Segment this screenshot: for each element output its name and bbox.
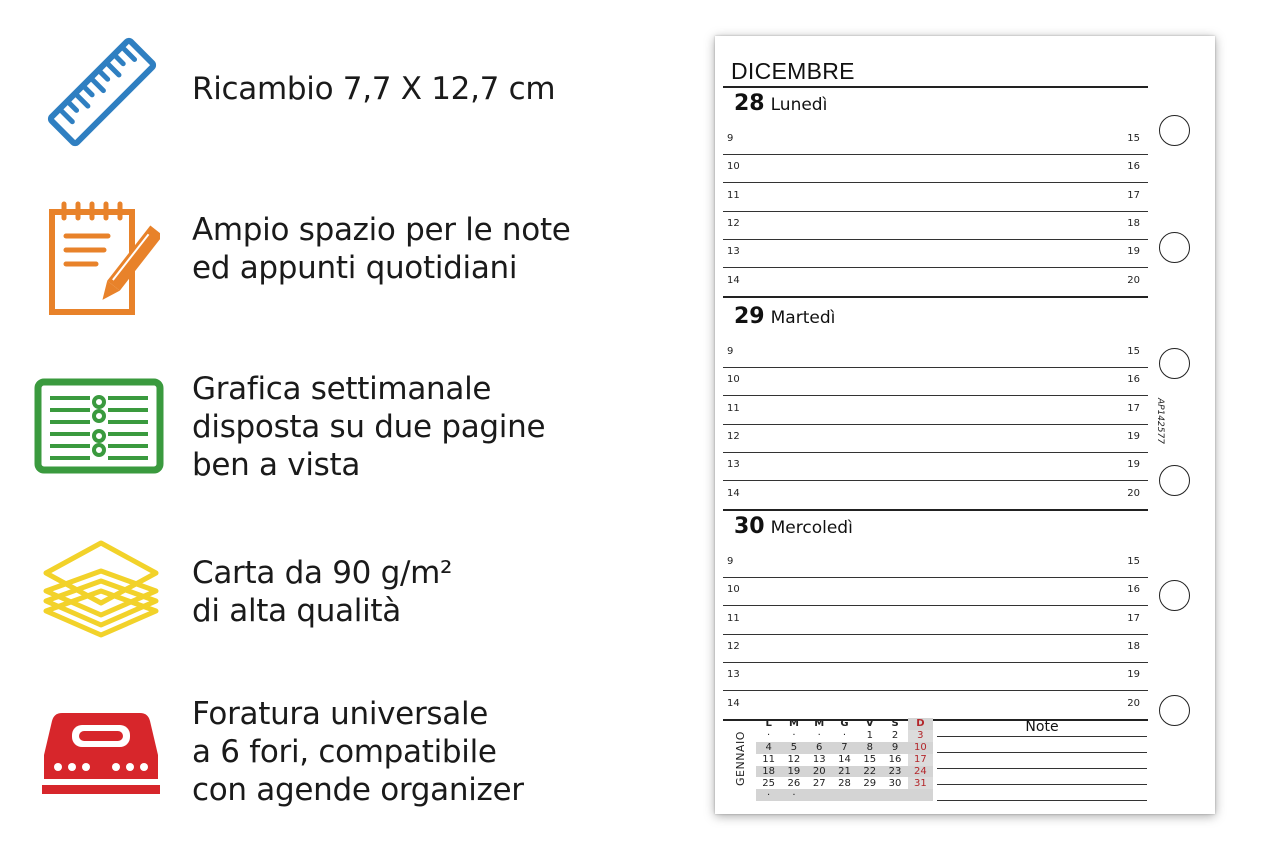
feature-line: Foratura universale [192,696,489,732]
hour-label-left: 14 [727,487,740,499]
feature-layout [0,370,640,490]
feature-line: Grafica settimanale [192,371,492,407]
hour-label-left: 12 [727,217,740,229]
weekday-label: M [788,718,799,730]
feature-line: con agende organizer [192,772,524,808]
week-row [756,754,933,766]
calendar-day: 4 [756,742,781,754]
week-row [756,730,933,742]
weekday-row [756,718,933,730]
hour-label-right: 17 [1127,189,1140,201]
hour-slot[interactable] [723,635,1148,663]
hour-slot[interactable] [723,578,1148,606]
feature-line: ed appunti quotidiani [192,250,518,286]
hour-label-right: 19 [1127,459,1140,471]
hour-label-left: 10 [727,374,740,386]
month-title: DICEMBRE [731,58,855,84]
hour-slot[interactable] [723,453,1148,481]
weekday-label: G [840,718,849,730]
feature-notes [0,195,640,325]
calendar-day [882,789,907,801]
day-name: Martedì [770,308,836,328]
hour-slot[interactable] [723,397,1148,425]
hour-label-left: 14 [727,697,740,709]
calendar-day: 20 [807,766,832,778]
hour-label-right: 17 [1127,402,1140,414]
weekday-label: S [891,718,899,730]
notepad-pencil-icon [44,200,160,323]
hour-slot[interactable] [723,184,1148,212]
hour-label-left: 12 [727,430,740,442]
hour-label-right: 19 [1127,430,1140,442]
calendar-day: 29 [863,777,877,789]
feature-paper [0,535,640,655]
feature-paper-text [192,554,452,630]
hour-label-left: 9 [727,133,734,144]
day-number: 29 [734,304,765,329]
feature-holes [0,695,640,825]
note-line [937,736,1147,737]
calendar-day: 14 [838,754,851,766]
binder-hole [1159,348,1190,379]
hour-label-left: 10 [727,584,740,596]
calendar-day: 28 [838,777,851,789]
calendar-day [832,789,857,801]
hour-label-left: 13 [727,459,740,471]
hour-label-right: 15 [1127,133,1140,144]
mini-calendar-month: GENNAIO [734,731,747,786]
calendar-day [857,789,882,801]
product-code: AP142577 [1155,398,1165,444]
hour-slot[interactable] [723,155,1148,183]
calendar-day: 12 [787,754,801,766]
hour-label-right: 19 [1127,669,1140,681]
calendar-day: 27 [812,777,826,789]
day-number: 28 [734,91,765,116]
hour-label-left: 9 [727,556,734,567]
feature-line: a 6 fori, compatibile [192,734,497,770]
open-planner-icon [34,378,164,479]
hour-label-left: 9 [727,346,734,357]
day-header [734,304,835,334]
hour-label-left: 13 [727,246,740,258]
day-block [723,91,1148,296]
hour-label-left: 12 [727,640,740,652]
calendar-day: · [792,730,796,742]
calendar-day: · [842,730,847,742]
hour-label-right: 15 [1127,346,1140,357]
divider [723,86,1148,88]
hour-slot[interactable] [723,269,1148,297]
calendar-day: 25 [762,777,775,789]
calendar-day: 23 [882,766,907,778]
weekday-label: D [908,718,933,730]
week-row [756,777,933,789]
week-row [756,789,933,801]
hour-slot[interactable] [723,340,1148,368]
calendar-day: 10 [908,742,933,754]
calendar-day: 18 [756,766,781,778]
calendar-day: 3 [908,730,933,742]
binder-hole [1159,465,1190,496]
hour-label-right: 18 [1127,217,1140,229]
calendar-day: 6 [807,742,832,754]
calendar-day: 7 [832,742,857,754]
mini-calendar-grid [756,718,933,801]
hour-slot[interactable] [723,368,1148,396]
calendar-day: · [781,789,806,801]
notes-label: Note [1025,719,1059,735]
hour-slot[interactable] [723,127,1148,155]
note-line [937,768,1147,769]
calendar-day: · [767,730,771,742]
hour-slot[interactable] [723,240,1148,268]
calendar-day: 9 [882,742,907,754]
ruler-icon [40,30,164,159]
hour-label-right: 15 [1127,556,1140,567]
weekday-label: V [865,718,874,730]
feature-size-text [192,70,555,108]
note-line [937,784,1147,785]
hour-label-right: 20 [1127,274,1140,286]
hole-punch-icon [42,709,160,800]
calendar-day: 21 [832,766,857,778]
day-number: 30 [734,514,765,539]
weekday-label: L [765,718,772,730]
hour-slot[interactable] [723,550,1148,578]
note-line [937,752,1147,753]
hour-label-right: 16 [1127,161,1140,173]
hour-slot[interactable] [723,663,1148,691]
calendar-day [908,789,933,801]
binder-hole [1159,580,1190,611]
feature-notes-text [192,211,571,287]
feature-line: Carta da 90 g/m² [192,555,453,591]
day-header [734,91,827,121]
binder-hole [1159,232,1190,263]
hour-slot[interactable] [723,607,1148,635]
hour-label-right: 20 [1127,697,1140,709]
hour-label-left: 10 [727,161,740,173]
feature-holes-text [192,695,524,809]
calendar-day: 15 [863,754,877,766]
hour-label-right: 19 [1127,246,1140,258]
calendar-day: 5 [781,742,806,754]
calendar-day: 31 [908,777,933,789]
calendar-day: · [817,730,821,742]
calendar-day: 24 [908,766,933,778]
feature-layout-text [192,370,545,484]
day-divider [723,296,1148,298]
feature-line: Ricambio 7,7 X 12,7 cm [192,71,556,107]
calendar-day: 26 [787,777,801,789]
hour-label-right: 20 [1127,487,1140,499]
day-name: Lunedì [770,95,828,115]
feature-line: disposta su due pagine [192,409,546,445]
hour-slot[interactable] [723,425,1148,453]
paper-stack-icon [40,539,162,644]
week-row [756,766,933,778]
mini-calendar [732,718,942,802]
day-divider [723,509,1148,511]
hour-slot[interactable] [723,212,1148,240]
calendar-day: 13 [812,754,826,766]
planner-page [715,36,1215,814]
calendar-day: 30 [888,777,902,789]
hour-label-right: 17 [1127,612,1140,624]
calendar-day: 22 [857,766,882,778]
hour-slot[interactable] [723,482,1148,510]
week-row [756,742,933,754]
calendar-day: · [756,789,781,801]
binder-hole [1159,115,1190,146]
feature-size [0,30,640,160]
hour-label-right: 16 [1127,584,1140,596]
weekday-label: M [814,718,825,730]
hour-label-right: 16 [1127,374,1140,386]
feature-line: Ampio spazio per le note [192,212,571,248]
hour-label-left: 11 [727,402,740,414]
day-header [734,514,853,544]
hour-label-right: 18 [1127,640,1140,652]
day-name: Mercoledì [770,518,853,538]
day-block [723,514,1148,719]
calendar-day: 1 [866,730,873,742]
calendar-day: 19 [781,766,806,778]
hour-label-left: 13 [727,669,740,681]
hour-label-left: 11 [727,612,740,624]
calendar-day: 11 [762,754,775,766]
hour-label-left: 14 [727,274,740,286]
feature-line: di alta qualità [192,593,401,629]
calendar-day [807,789,832,801]
day-block [723,304,1148,509]
calendar-day: 2 [891,730,899,742]
calendar-day: 17 [908,754,933,766]
hour-label-left: 11 [727,189,740,201]
calendar-day: 8 [857,742,882,754]
calendar-day: 16 [888,754,902,766]
hour-slot[interactable] [723,692,1148,720]
binder-hole [1159,695,1190,726]
note-line [937,800,1147,801]
feature-line: ben a vista [192,447,361,483]
